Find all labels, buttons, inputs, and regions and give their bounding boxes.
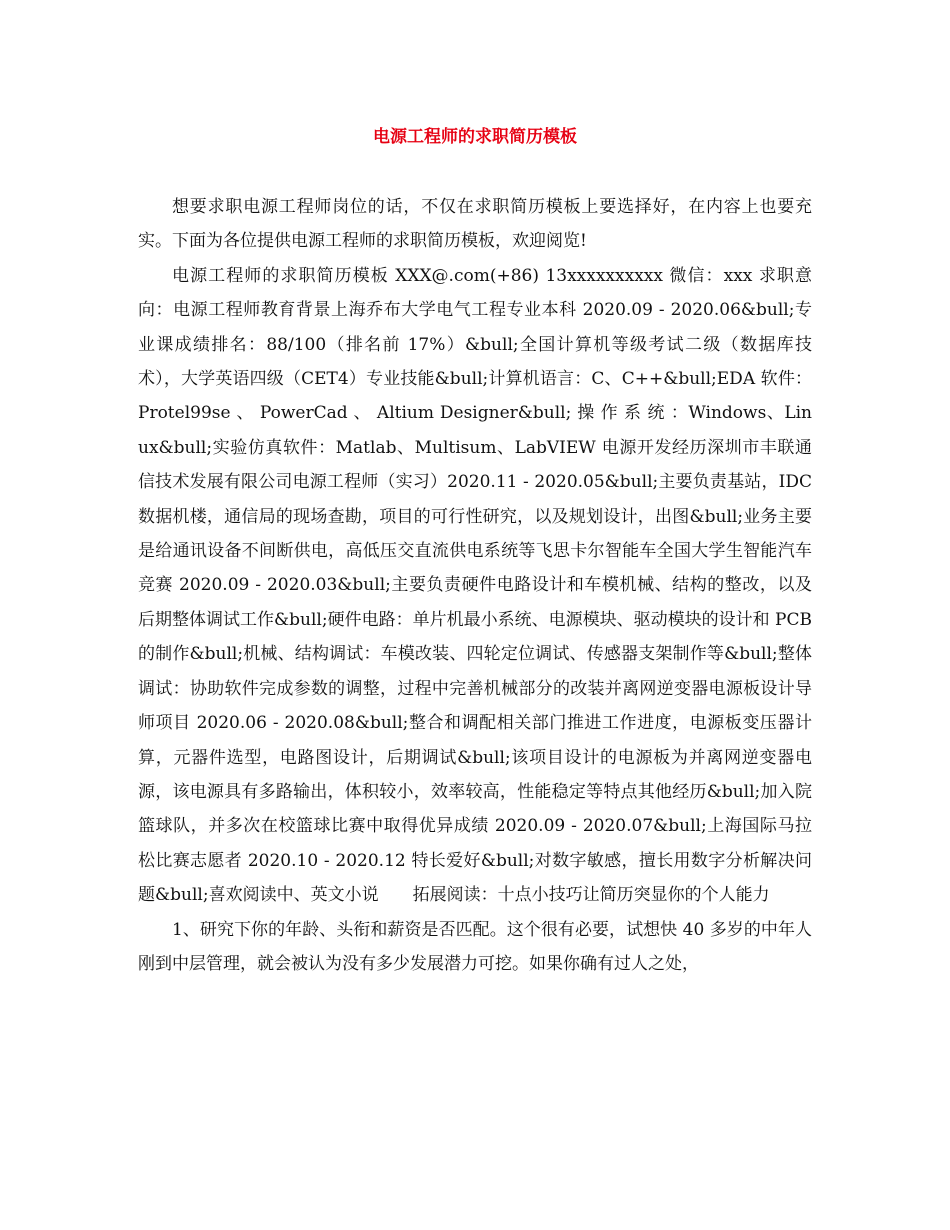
document-title: 电源工程师的求职简历模板 [373, 127, 577, 147]
resume-template-paragraph: 电源工程师的求职简历模板 XXX@.com(+86) 13xxxxxxxxxx 微信：xxx 求职意向：电源工程师教育背景上海乔布大学电气工程专业本科 2020.09 - 2020.06&bull;专业课成绩排名：88/100（排名前 17%）&bull;全国计算机等级考试二级（数据库技术），大学英语四级（CET4）专业技能&bull;计算机语言：C、C++&bull;EDA 软件：Protel99se 、 PowerCad 、 Altium Designer&bull; 操 作 系 统 ：Windows、Linux&bull;实验仿真软件：Matlab、Multisum、LabVIEW 电源开发经历深圳市丰联通信技术发展有限公司电源工程师（实习）2020.11 - 2020.05&bull;主要负责基站，IDC 数据机楼，通信局的现场查勘，项目的可行性研究，以及规划设计，出图&bull;业务主要是给通讯设备不间断供电，高低压交直流供电系统等飞思卡尔智能车全国大学生智能汽车竞赛 2020.09 - 2020.03&bull;主要负责硬件电路设计和车模机械、结构的整改，以及后期整体调试工作&bull;硬件电路：单片机最小系统、电源模块、驱动模块的设计和 PCB 的制作&bull;机械、结构调试：车模改装、四轮定位调试、传感器支架制作等&bull;整体调试：协助软件完成参数的调整，过程中完善机械部分的改装并离网逆变器电源板设计导师项目 2020.06 - 2020.08&bull;整合和调配相关部门推进工作进度，电源板变压器计算，元器件选型，电路图设计，后期调试&bull;该项目设计的电源板为并离网逆变器电源，该电源具有多路输出，体积较小，效率较高，性能稳定等特点其他经历&bull;加入院篮球队，并多次在校篮球比赛中取得优异成绩 2020.09 - 2020.07&bull;上海国际马拉松比赛志愿者 2020.10 - 2020.12 特长爱好&bull;对数字敏感，擅长用数字分析解决问题&bull;喜欢阅读中、英文小说 拓展阅读：十点小技巧让简历突显你的个人能力 [138, 265, 812, 906]
tip-paragraph: 1、研究下你的年龄、头衔和薪资是否匹配。这个很有必要，试想快 40 多岁的中年人刚到中层管理，就会被认为没有多少发展潜力可挖。如果你确有过人之处， [138, 919, 812, 974]
document-body [138, 190, 812, 981]
intro-paragraph: 想要求职电源工程师岗位的话，不仅在求职简历模板上要选择好，在内容上也要充实。下面为各位提供电源工程师的求职简历模板，欢迎阅览! [138, 197, 812, 252]
